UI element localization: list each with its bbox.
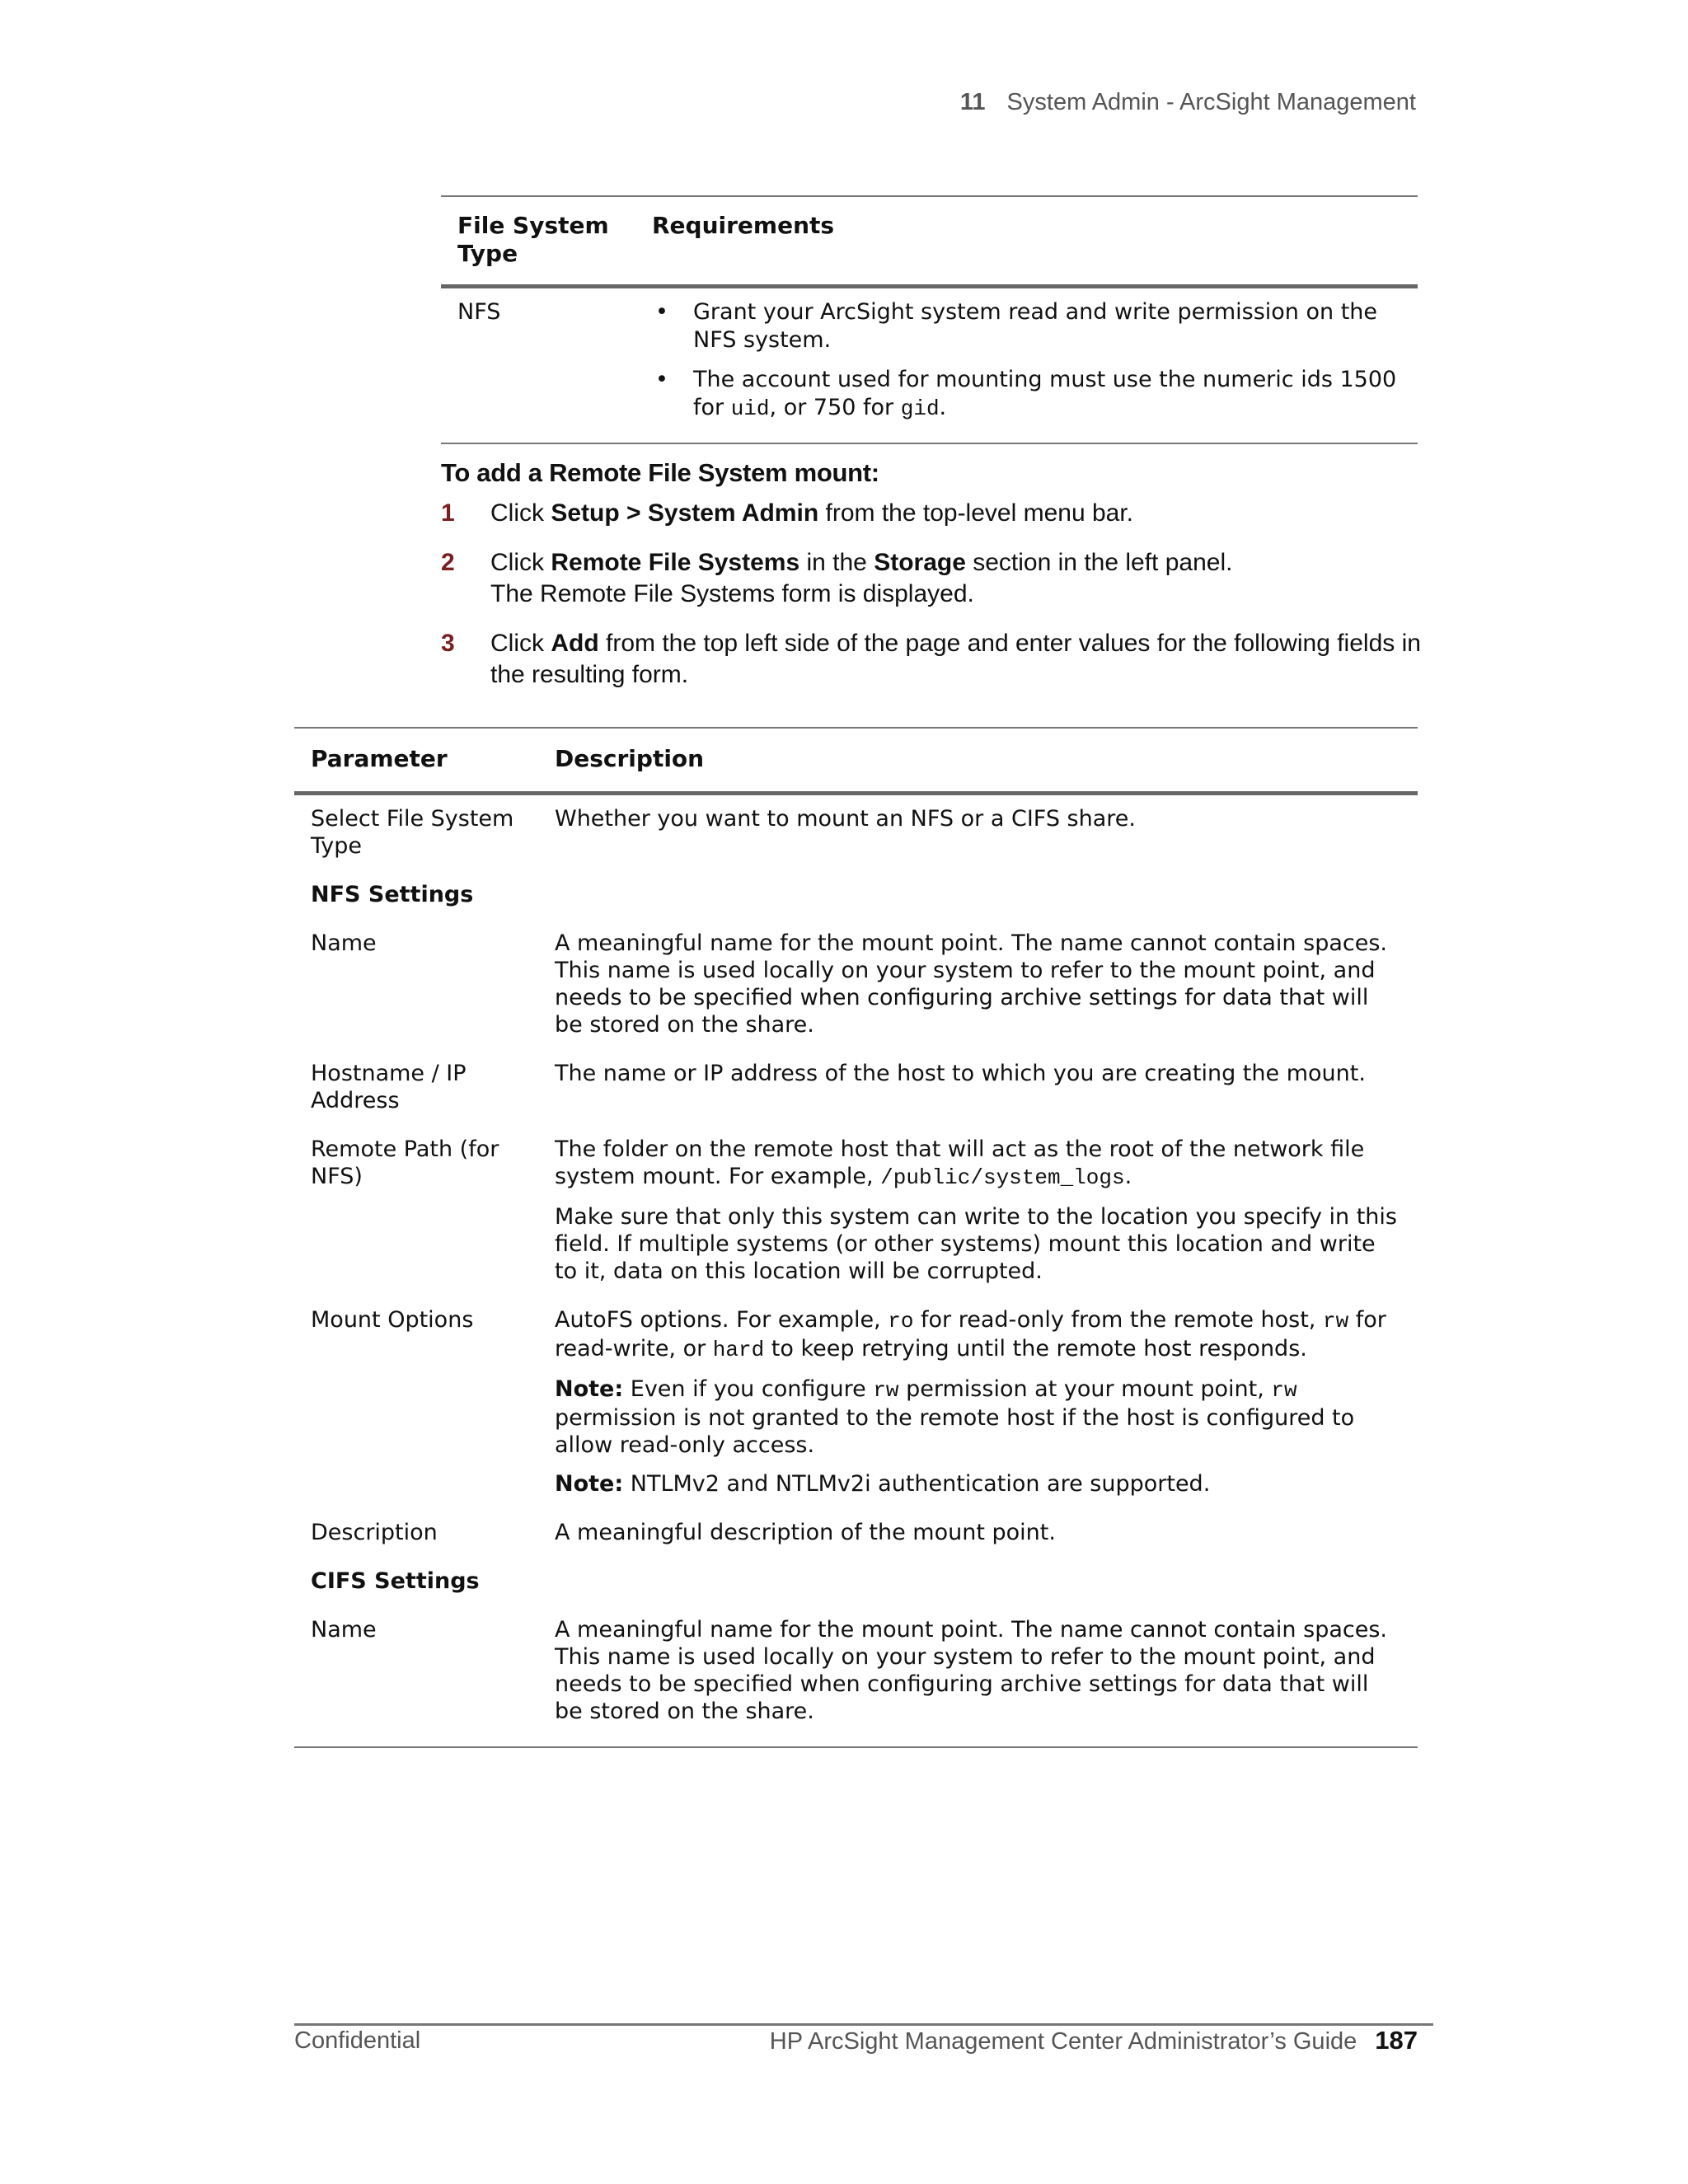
section-heading-nfs: NFS Settings xyxy=(311,882,474,907)
step-number: 3 xyxy=(441,630,455,657)
uid-code: uid xyxy=(730,396,770,421)
page-number: 187 xyxy=(1375,2026,1418,2055)
table-row xyxy=(294,1060,1418,1136)
list-item xyxy=(693,366,1401,423)
desc-text: AutoFS options. For example, xyxy=(555,1307,889,1333)
section-row xyxy=(294,881,1418,930)
step-text: Click xyxy=(490,549,551,576)
param-cell: Name xyxy=(311,1617,377,1643)
option-code: rw xyxy=(1271,1378,1297,1403)
desc-text: Even if you configure xyxy=(623,1376,874,1402)
path-code: /public/system_logs xyxy=(880,1165,1125,1190)
desc-text: permission at your mount point, xyxy=(898,1376,1272,1402)
desc-text: for read-write, or xyxy=(555,1307,1386,1361)
page-header xyxy=(960,89,1416,116)
footer-confidential: Confidential xyxy=(294,2027,421,2054)
step-bold: Remote File Systems xyxy=(551,549,800,576)
desc-cell: A meaningful name for the mount point. The name cannot contain spaces. This name is used locally on your system to refer to the mount point, and needs to be specified when configuring archive settings for data that will be stored on the share. xyxy=(555,930,1387,1038)
step-text: Click xyxy=(490,499,551,527)
desc-cell xyxy=(538,1306,1418,1519)
step-text: in the xyxy=(799,549,874,576)
desc-text: permission is not granted to the remote host if the host is configured to allow read-only access. xyxy=(555,1405,1355,1458)
desc-paragraph: Make sure that only this system can write to the location you specify in this field. If multiple systems (or other systems) mount this location and write to it, data on this location will be corrupted. xyxy=(555,1204,1397,1284)
note-label: Note: xyxy=(555,1376,624,1402)
desc-paragraph xyxy=(555,1306,1401,1364)
table-header-row xyxy=(441,196,1418,287)
req-text: The account used for mounting must use the numeric ids 1500 for xyxy=(693,367,1397,420)
note-paragraph xyxy=(555,1376,1401,1459)
table-row xyxy=(294,1306,1418,1519)
desc-cell xyxy=(538,1136,1418,1306)
param-cell: Select File System Type xyxy=(311,806,514,859)
step-number: 2 xyxy=(441,549,455,576)
option-code: hard xyxy=(712,1338,765,1362)
gid-code: gid xyxy=(900,396,940,421)
chapter-title: System Admin - ArcSight Management xyxy=(1006,89,1416,115)
guide-title: HP ArcSight Management Center Administrator’s Guide xyxy=(769,2028,1357,2055)
table-row xyxy=(294,794,1418,882)
section-heading-cifs: CIFS Settings xyxy=(311,1568,480,1594)
step-text: section in the left panel. xyxy=(965,549,1233,576)
option-code: rw xyxy=(1322,1309,1349,1333)
desc-cell: A meaningful description of the mount point. xyxy=(555,1520,1056,1545)
table-row xyxy=(294,1519,1418,1568)
req-text: . xyxy=(939,395,947,420)
procedure-title: To add a Remote File System mount: xyxy=(441,458,879,487)
note-paragraph xyxy=(555,1470,1401,1497)
step-result: The Remote File Systems form is displayed. xyxy=(490,580,974,607)
table-row xyxy=(441,287,1418,444)
note-label: Note: xyxy=(555,1471,624,1497)
step-text: Click xyxy=(490,630,551,657)
list-item: • Grant your ArcSight system read and write permission on the NFS system. xyxy=(693,298,1401,354)
requirements-list xyxy=(652,298,1401,423)
column-header-description: Description xyxy=(555,745,705,772)
requirements-cell xyxy=(635,287,1418,444)
table-row xyxy=(294,1616,1418,1747)
procedure-step-2 xyxy=(441,547,1422,610)
option-code: rw xyxy=(873,1378,899,1403)
step-bold: Setup > System Admin xyxy=(551,499,819,527)
desc-cell: The name or IP address of the host to which you are creating the mount. xyxy=(555,1061,1366,1086)
column-header-requirements: Requirements xyxy=(652,212,835,239)
param-cell: Description xyxy=(311,1520,438,1545)
parameter-table xyxy=(294,727,1418,1748)
desc-text: to keep retrying until the remote host responds. xyxy=(764,1336,1307,1361)
fs-type-cell: NFS xyxy=(457,299,501,325)
desc-paragraph xyxy=(555,1136,1401,1192)
param-cell: Name xyxy=(311,930,377,956)
param-cell: Remote Path (for NFS) xyxy=(311,1137,499,1189)
step-number: 1 xyxy=(441,499,455,527)
column-header-file-system-type: File System Type xyxy=(457,212,609,267)
procedure-step-3 xyxy=(441,628,1422,691)
desc-text: . xyxy=(1124,1164,1132,1189)
option-code: ro xyxy=(888,1309,914,1333)
desc-text: for read-only from the remote host, xyxy=(913,1307,1323,1333)
desc-cell: Whether you want to mount an NFS or a CIFS share. xyxy=(555,806,1136,832)
step-bold: Storage xyxy=(874,549,966,576)
step-text: from the top left side of the page and enter values for the following fields in the resulting form. xyxy=(490,630,1421,688)
section-row xyxy=(294,1568,1418,1616)
param-cell: Mount Options xyxy=(311,1307,474,1333)
table-row xyxy=(294,1136,1418,1306)
procedure-step-1 xyxy=(441,498,1422,529)
column-header-parameter: Parameter xyxy=(311,745,448,772)
step-text: from the top-level menu bar. xyxy=(818,499,1134,527)
desc-text: NTLMv2 and NTLMv2i authentication are supported. xyxy=(623,1471,1211,1497)
footer-guide-title xyxy=(770,2026,1418,2055)
desc-text: The folder on the remote host that will act as the root of the network file system mount. For example, xyxy=(555,1137,1365,1189)
table-header-row xyxy=(294,728,1418,794)
chapter-number: 11 xyxy=(959,89,986,115)
desc-cell: A meaningful name for the mount point. The name cannot contain spaces. This name is used locally on your system to refer to the mount point, and needs to be specified when configuring archive settings for data that will be stored on the share. xyxy=(555,1617,1387,1724)
procedure xyxy=(441,458,1422,709)
table-row xyxy=(294,930,1418,1060)
param-cell: Hostname / IP Address xyxy=(311,1061,467,1113)
req-text: , or 750 for xyxy=(769,395,901,420)
step-bold: Add xyxy=(551,630,599,657)
file-system-requirements-table xyxy=(441,195,1418,444)
